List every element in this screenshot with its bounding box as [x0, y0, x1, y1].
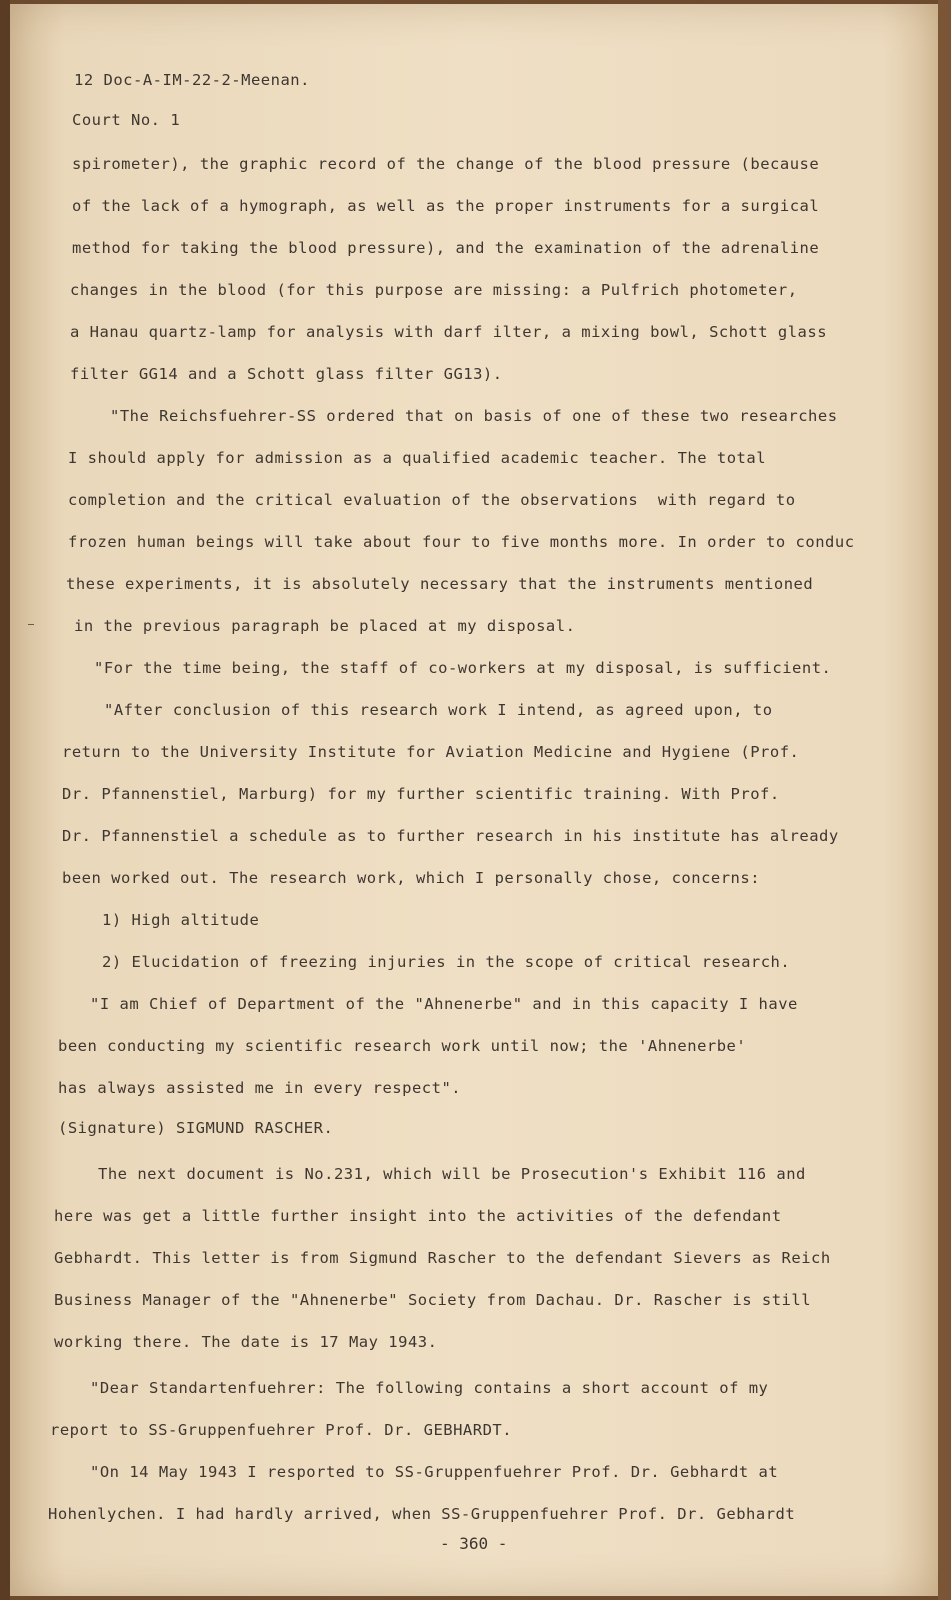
document-reference: 12 Doc-A-IM-22-2-Meenan.: [74, 71, 310, 89]
text-line: these experiments, it is absolutely necessary that the instruments mentioned: [66, 575, 814, 593]
court-label: Court No. 1: [72, 111, 181, 129]
text-line: frozen human beings will take about four to five months more. In order to conduc: [68, 533, 855, 551]
text-line: "For the time being, the staff of co-workers at my disposal, is sufficient.: [94, 659, 832, 677]
text-line: spirometer), the graphic record of the change of the blood pressure (because: [72, 155, 820, 173]
signature-line: (Signature) SIGMUND RASCHER.: [58, 1119, 334, 1137]
text-line: here was get a little further insight into the activities of the defendant: [54, 1207, 782, 1225]
text-line: been worked out. The research work, which I personally chose, concerns:: [62, 869, 761, 887]
document-page: [10, 4, 938, 1596]
text-line: method for taking the blood pressure), and the examination of the adrenaline: [72, 239, 820, 257]
text-line: "On 14 May 1943 I resported to SS-Gruppenfuehrer Prof. Dr. Gebhardt at: [90, 1463, 779, 1481]
text-line: The next document is No.231, which will be Prosecution's Exhibit 116 and: [98, 1165, 806, 1183]
text-line: in the previous paragraph be placed at my disposal.: [74, 617, 576, 635]
text-line: has always assisted me in every respect".: [58, 1079, 462, 1097]
text-line: I should apply for admission as a qualified academic teacher. The total: [68, 449, 767, 467]
text-line: a Hanau quartz-lamp for analysis with darf ilter, a mixing bowl, Schott glass: [70, 323, 828, 341]
text-line: of the lack of a hymograph, as well as the proper instruments for a surgical: [72, 197, 820, 215]
text-line: been conducting my scientific research work until now; the 'Ahnenerbe': [58, 1037, 747, 1055]
text-line: working there. The date is 17 May 1943.: [54, 1333, 438, 1351]
margin-mark: [28, 624, 34, 625]
text-line: "After conclusion of this research work I intend, as agreed upon, to: [104, 701, 773, 719]
page-edge: [938, 0, 951, 1600]
text-line: "I am Chief of Department of the "Ahnenerbe" and in this capacity I have: [90, 995, 798, 1013]
text-line: Dr. Pfannenstiel, Marburg) for my further scientific training. With Prof.: [62, 785, 780, 803]
text-line: "The Reichsfuehrer-SS ordered that on basis of one of these two researches: [110, 407, 838, 425]
text-line: Dr. Pfannenstiel a schedule as to further research in his institute has already: [62, 827, 839, 845]
list-item: 2) Elucidation of freezing injuries in the scope of critical research.: [102, 953, 791, 971]
text-line: completion and the critical evaluation of the observations with regard to: [68, 491, 796, 509]
list-item: 1) High altitude: [102, 911, 260, 929]
text-line: changes in the blood (for this purpose are missing: a Pulfrich photometer,: [70, 281, 798, 299]
page-number: - 360 -: [440, 1534, 508, 1553]
text-line: Business Manager of the "Ahnenerbe" Society from Dachau. Dr. Rascher is still: [54, 1291, 812, 1309]
text-line: "Dear Standartenfuehrer: The following contains a short account of my: [90, 1379, 769, 1397]
text-line: Hohenlychen. I had hardly arrived, when SS-Gruppenfuehrer Prof. Dr. Gebhardt: [48, 1505, 796, 1523]
text-line: Gebhardt. This letter is from Sigmund Rascher to the defendant Sievers as Reich: [54, 1249, 831, 1267]
text-line: report to SS-Gruppenfuehrer Prof. Dr. GEBHARDT.: [50, 1421, 513, 1439]
text-line: return to the University Institute for Aviation Medicine and Hygiene (Prof.: [62, 743, 800, 761]
text-line: filter GG14 and a Schott glass filter GG13).: [70, 365, 503, 383]
binding-edge: [0, 0, 10, 1600]
